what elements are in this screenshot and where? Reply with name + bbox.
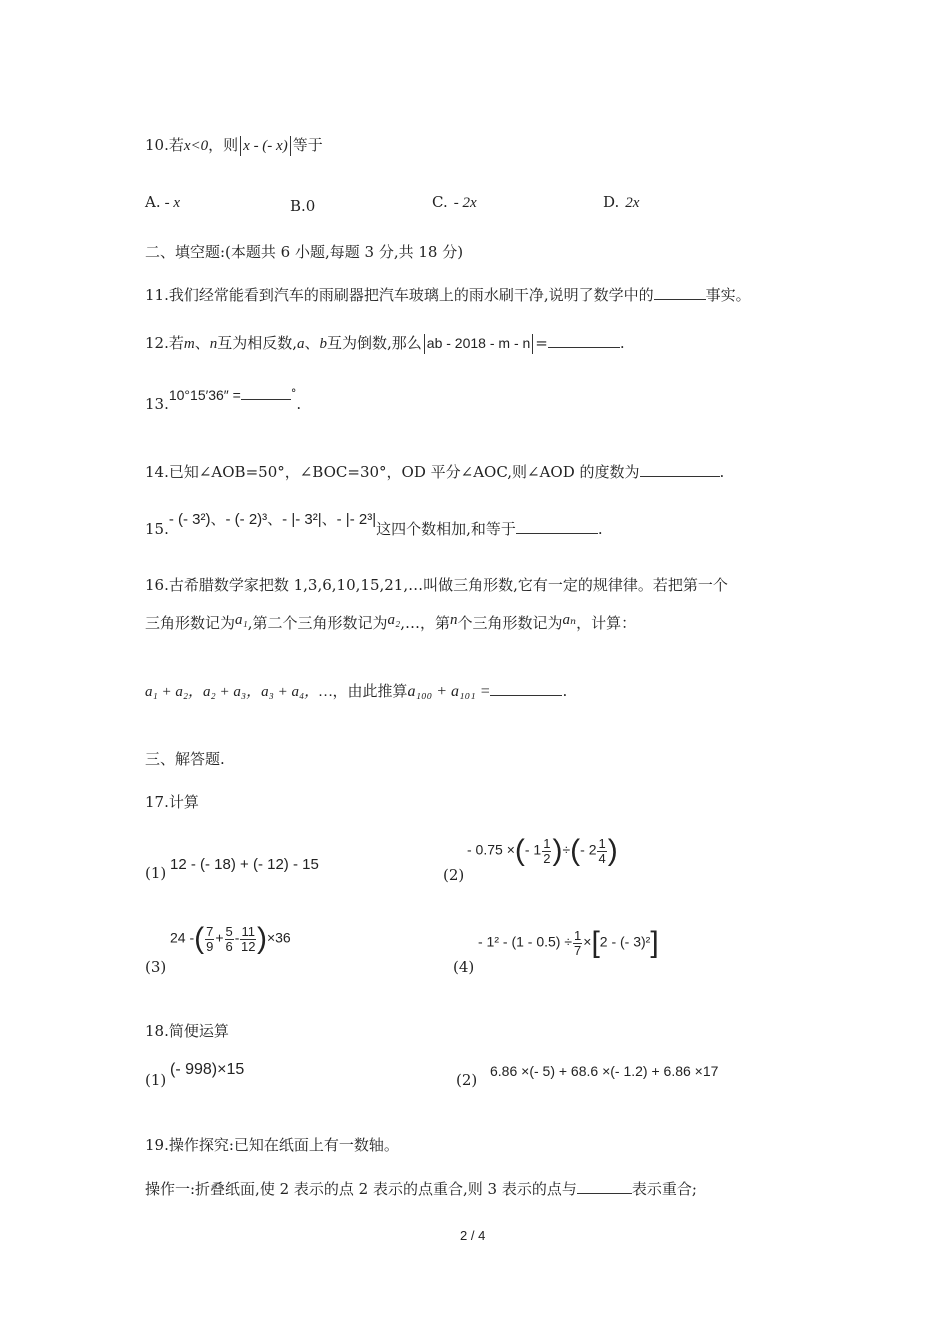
degree-symbol: ° <box>290 387 297 400</box>
expr-part: - 2 <box>580 841 597 858</box>
numerator: 5 <box>225 923 233 939</box>
q16-text: ，计算： <box>576 614 637 632</box>
term-4: 、- |- 2³| <box>321 511 377 528</box>
term-3: 、- |- 3²| <box>267 511 322 528</box>
q16-line-3 <box>145 680 567 701</box>
q12-expression: ab - 2018 - m - n <box>426 335 531 351</box>
var-m: m <box>183 336 195 352</box>
expr-part: - 0.75 × <box>467 841 515 858</box>
fraction <box>240 925 256 954</box>
q16-sequence: a₁ + a₂，a₂ + a₃，a₃ + a₄，… <box>145 684 333 700</box>
fraction <box>542 837 551 866</box>
question-12 <box>145 332 625 354</box>
q10-mid: ，则 <box>208 136 239 154</box>
separator: 、 <box>304 334 320 352</box>
page-number: 2 / 4 <box>460 1228 486 1243</box>
equals-sign: = <box>535 334 548 352</box>
option-label: B. <box>290 197 306 215</box>
q18-part-2-expression: 6.86 ×(- 5) + 68.6 ×(- 1.2) + 6.86 ×17 <box>490 1063 719 1079</box>
abs-bar-left <box>240 136 241 156</box>
answer-blank[interactable] <box>577 1179 632 1194</box>
bracket: ] <box>650 926 659 959</box>
abs-bar-left <box>424 334 425 354</box>
var-a: a <box>297 336 305 352</box>
q18-part-1-expression: (- 998)×15 <box>170 1061 245 1078</box>
q13-expression: 10°15′36″ = <box>168 387 241 403</box>
expr-part: ×36 <box>266 929 291 946</box>
q16-text: ,…，第 <box>400 614 451 632</box>
fraction <box>597 837 606 866</box>
question-15 <box>145 511 603 539</box>
question-11 <box>145 284 751 305</box>
abs-bar-right <box>290 136 291 156</box>
term-1: - (- 3²) <box>168 511 211 528</box>
q16-line-2 <box>145 612 636 633</box>
period: . <box>562 682 568 700</box>
answer-blank[interactable] <box>654 285 706 300</box>
paren: ( <box>570 834 581 867</box>
var-b: b <box>319 336 328 352</box>
period: . <box>597 520 603 538</box>
numerator: 1 <box>574 927 582 943</box>
q12-text-2: 互为倒数,那么 <box>327 334 422 352</box>
q17-title: 17.计算 <box>145 793 199 811</box>
bracket: [ <box>591 926 600 959</box>
answer-blank[interactable] <box>640 462 720 477</box>
option-label: A. <box>145 193 161 211</box>
q17-part-4-expression <box>478 926 659 960</box>
q19-operation-1 <box>145 1178 697 1199</box>
operator: × <box>583 933 592 950</box>
q10-prefix: 10.若 <box>145 136 184 154</box>
q18-part-1-label: (1) <box>145 1071 167 1089</box>
period: . <box>619 334 625 352</box>
numerator: 1 <box>598 835 606 851</box>
q12-prefix: 12.若 <box>145 334 184 352</box>
section-2-heading: 二、填空题:(本题共 6 小题,每题 3 分,共 18 分) <box>145 243 464 261</box>
q14-text: 14.已知∠AOB=50°，∠BOC=30°，OD 平分∠AOC,则∠AOD 的度数为 <box>145 463 640 481</box>
q19-text: 操作一:折叠纸面,使 2 表示的点 2 表示的点重合,则 3 表示的点与 <box>145 1180 577 1198</box>
expr-part: 24 - <box>170 929 195 946</box>
expr-part: - 1² - (1 - 0.5) ÷ <box>478 933 573 950</box>
section-3-heading: 三、解答题. <box>145 750 225 768</box>
numerator: 1 <box>543 835 551 851</box>
question-13 <box>145 387 302 413</box>
q17-part-3-label: (3) <box>145 958 167 976</box>
q17-part-1-expression: 12 - (- 18) + (- 12) - 15 <box>170 856 319 873</box>
denominator: 2 <box>543 850 551 866</box>
q10-option-d <box>603 193 639 212</box>
q17-part-2-expression <box>467 834 618 868</box>
q12-text-1: 互为相反数, <box>217 334 297 352</box>
q17-part-2-label: (2) <box>443 866 465 884</box>
q19-title: 19.操作探究:已知在纸面上有一数轴。 <box>145 1136 399 1154</box>
var-an: aₙ <box>562 612 577 628</box>
operator: + <box>215 929 224 946</box>
q11-suffix: 事实。 <box>705 286 751 304</box>
expr-part: - 1 <box>524 841 542 858</box>
option-value: - x <box>164 195 181 211</box>
question-10 <box>145 134 323 156</box>
q16-text: 三角形数记为 <box>145 614 236 632</box>
paren: ) <box>256 922 267 955</box>
q16-target-expression: a₁₀₀ + a₁₀₁ = <box>407 683 491 700</box>
var-a2: a₂ <box>387 612 401 628</box>
denominator: 4 <box>598 850 606 866</box>
q10-suffix: 等于 <box>292 136 323 154</box>
q19-text: 表示重合; <box>631 1180 697 1198</box>
fraction <box>225 925 234 954</box>
paren: ( <box>514 834 525 867</box>
option-label: C. <box>432 193 448 211</box>
expr-part: ÷ <box>562 841 571 858</box>
q10-condition: x<0 <box>183 138 209 154</box>
q15-text: 这四个数相加,和等于 <box>376 520 516 538</box>
denominator: 6 <box>225 938 233 954</box>
numerator: 11 <box>241 923 255 939</box>
denominator: 12 <box>240 938 256 954</box>
answer-blank[interactable] <box>516 519 598 534</box>
q17-part-1-label: (1) <box>145 864 167 882</box>
var-n: n <box>209 336 218 352</box>
answer-blank[interactable] <box>490 681 562 696</box>
var-n: n <box>450 612 458 628</box>
q16-text: ，由此推算 <box>332 682 408 700</box>
q15-prefix: 15. <box>145 520 169 538</box>
paren: ( <box>194 922 205 955</box>
fraction <box>573 929 582 958</box>
var-a1: a₁ <box>235 612 248 628</box>
fraction <box>205 925 214 954</box>
option-value: 0 <box>305 197 316 215</box>
q10-option-c <box>432 193 477 212</box>
q17-part-4-label: (4) <box>453 958 475 976</box>
paren: ) <box>607 834 618 867</box>
q17-part-3-expression <box>170 922 291 956</box>
option-value: 2x <box>625 195 640 211</box>
q10-expression: x - (- x) <box>243 138 288 154</box>
paren: ) <box>552 834 563 867</box>
separator: 、 <box>194 334 210 352</box>
q15-terms <box>169 511 376 528</box>
expr-part: 2 - (- 3)² <box>599 933 651 950</box>
denominator: 9 <box>206 938 214 954</box>
q16-line-1: 16.古希腊数学家把数 1,3,6,10,15,21,…叫做三角形数,它有一定的规律律。若把第一个 <box>145 576 728 594</box>
abs-bar-right <box>532 334 533 354</box>
answer-blank[interactable] <box>548 333 620 348</box>
q10-option-a <box>145 193 180 212</box>
term-2: 、- (- 2)³ <box>210 511 268 528</box>
option-value: - 2x <box>453 195 477 211</box>
denominator: 7 <box>574 942 582 958</box>
numerator: 7 <box>206 923 214 939</box>
period: . <box>719 463 725 481</box>
q11-text: 11.我们经常能看到汽车的雨刷器把汽车玻璃上的雨水刷干净,说明了数学中的 <box>145 286 654 304</box>
q16-text: 个三角形数记为 <box>457 614 563 632</box>
question-14 <box>145 461 724 482</box>
operator: - <box>234 929 240 946</box>
period: . <box>296 395 302 413</box>
q16-text: ,第二个三角形数记为 <box>247 614 388 632</box>
q13-prefix: 13. <box>145 395 169 413</box>
q18-title: 18.简便运算 <box>145 1022 229 1040</box>
q18-part-2-label: (2) <box>456 1071 478 1089</box>
answer-blank[interactable] <box>241 385 291 400</box>
option-label: D. <box>603 193 620 211</box>
q10-option-b <box>290 197 315 215</box>
